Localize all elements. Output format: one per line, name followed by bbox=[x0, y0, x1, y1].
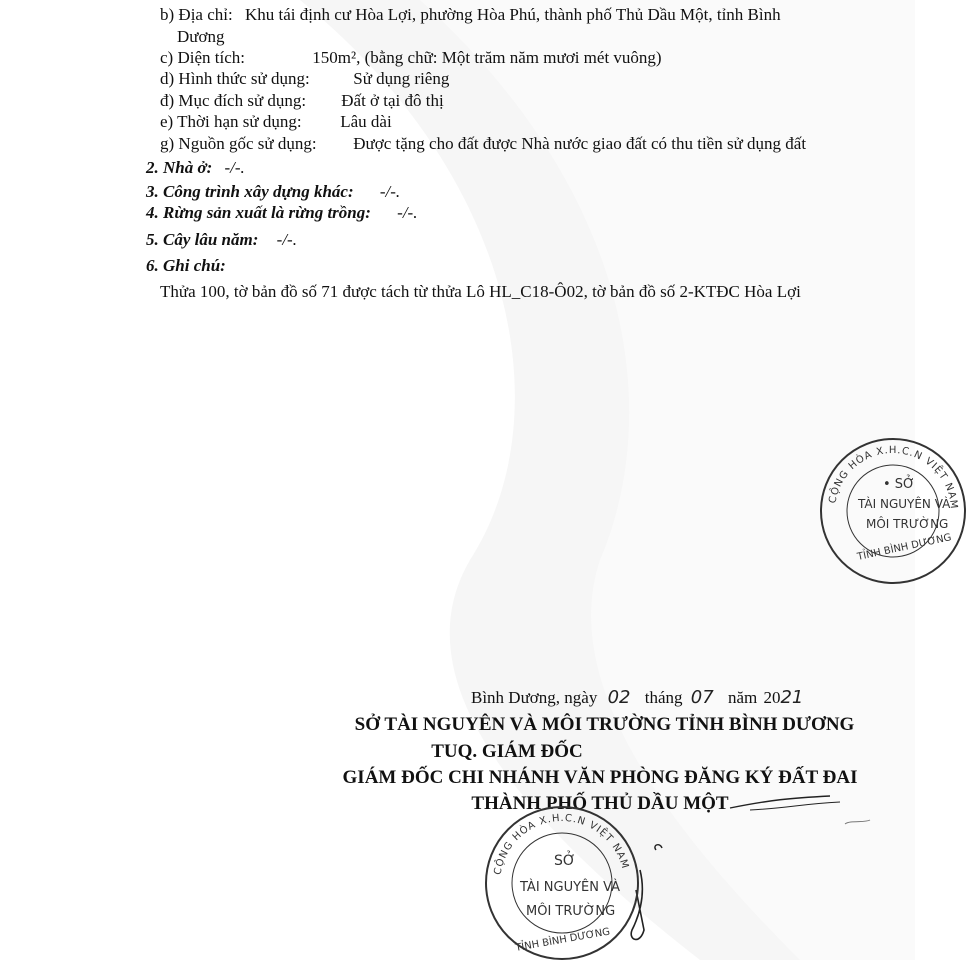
other-works-label: 3. Công trình xây dựng khác: bbox=[146, 182, 354, 201]
date-year-prefix: 20 bbox=[763, 688, 781, 707]
term-row bbox=[160, 112, 392, 132]
perennial-value: -/-. bbox=[276, 230, 297, 249]
handwritten-signature bbox=[600, 790, 880, 960]
svg-text:MÔI TRƯỜNG: MÔI TRƯỜNG bbox=[526, 904, 616, 919]
origin-label: g) Nguồn gốc sử dụng: bbox=[160, 134, 317, 153]
date-line bbox=[471, 688, 803, 708]
origin-value: Được tặng cho đất được Nhà nước giao đất có thu tiền sử dụng đất bbox=[353, 134, 807, 153]
use-form-label: d) Hình thức sử dụng: bbox=[160, 69, 310, 88]
svg-text:• SỞ: • SỞ bbox=[883, 477, 915, 492]
purpose-row bbox=[160, 91, 444, 111]
other-works-value: -/-. bbox=[379, 182, 401, 201]
use-form-value: Sử dụng riêng bbox=[353, 69, 450, 88]
area-value: 150m², (bằng chữ: Một trăm năm mươi mét vuông) bbox=[312, 48, 662, 67]
date-month-label: tháng bbox=[644, 688, 683, 707]
svg-text:CỘNG HÒA X.H.C.N VIỆT NAM: CỘNG HÒA X.H.C.N VIỆT NAM bbox=[492, 812, 631, 876]
svg-text:TÀI NGUYÊN VÀ: TÀI NGUYÊN VÀ bbox=[520, 880, 621, 895]
notes-value: Thửa 100, tờ bản đồ số 71 được tách từ thửa Lô HL_C18-Ô02, tờ bản đồ số 2-KTĐC Hòa Lợi bbox=[160, 282, 801, 301]
address-label: b) Địa chỉ: bbox=[160, 5, 233, 24]
forest-label: 4. Rừng sản xuất là rừng trồng: bbox=[146, 203, 371, 222]
origin-row bbox=[160, 134, 806, 154]
perennial-label: 5. Cây lâu năm: bbox=[146, 230, 259, 249]
house-row bbox=[146, 158, 245, 178]
forest-row bbox=[146, 203, 417, 223]
forest-value: -/-. bbox=[397, 203, 418, 222]
house-value: -/-. bbox=[224, 158, 245, 177]
perennial-row bbox=[146, 230, 297, 250]
purpose-label: đ) Mục đích sử dụng: bbox=[160, 91, 307, 110]
date-month: 07 bbox=[690, 687, 714, 708]
term-label: e) Thời hạn sử dụng: bbox=[160, 112, 302, 131]
signature-title: GIÁM ĐỐC CHI NHÁNH VĂN PHÒNG ĐĂNG KÝ ĐẤT ĐAI bbox=[342, 767, 858, 788]
area-row bbox=[160, 48, 662, 68]
svg-text:MÔI TRƯỜNG: MÔI TRƯỜNG bbox=[866, 517, 949, 531]
svg-text:TỈNH BÌNH DƯƠNG: TỈNH BÌNH DƯƠNG bbox=[856, 532, 953, 563]
term-value: Lâu dài bbox=[340, 112, 392, 131]
address-value: Khu tái định cư Hòa Lợi, phường Hòa Phú, thành phố Thủ Dầu Một, tỉnh Bình bbox=[244, 5, 781, 24]
date-year-suffix: 21 bbox=[780, 687, 804, 708]
signature-org: SỞ TÀI NGUYÊN VÀ MÔI TRƯỜNG TỈNH BÌNH DƯƠNG bbox=[354, 714, 855, 735]
signature-city: THÀNH PHỐ THỦ DẦU MỘT bbox=[471, 793, 729, 814]
house-label: 2. Nhà ở: bbox=[146, 158, 213, 177]
official-seal-top bbox=[818, 436, 968, 586]
other-works-row bbox=[146, 182, 400, 202]
notes-heading bbox=[146, 256, 226, 276]
use-form-row bbox=[160, 69, 449, 89]
svg-text:SỞ: SỞ bbox=[554, 853, 576, 869]
address-row bbox=[160, 5, 781, 25]
official-seal-bottom bbox=[482, 803, 642, 963]
date-prefix: Bình Dương, ngày bbox=[471, 688, 598, 707]
address-continuation: Dương bbox=[177, 27, 225, 46]
signature-tuq: TUQ. GIÁM ĐỐC bbox=[431, 741, 583, 762]
notes-label: 6. Ghi chú: bbox=[146, 256, 226, 275]
svg-text:CỘNG HÒA X.H.C.N VIỆT NAM: CỘNG HÒA X.H.C.N VIỆT NAM bbox=[827, 444, 960, 511]
date-day: 02 bbox=[607, 687, 631, 708]
date-year-label: năm bbox=[727, 688, 758, 707]
svg-text:TỈNH BÌNH DƯƠNG: TỈNH BÌNH DƯƠNG bbox=[514, 926, 611, 954]
purpose-value: Đất ở tại đô thị bbox=[341, 91, 444, 110]
area-label: c) Diện tích: bbox=[160, 48, 245, 67]
svg-text:TÀI NGUYÊN VÀ: TÀI NGUYÊN VÀ bbox=[858, 497, 951, 511]
